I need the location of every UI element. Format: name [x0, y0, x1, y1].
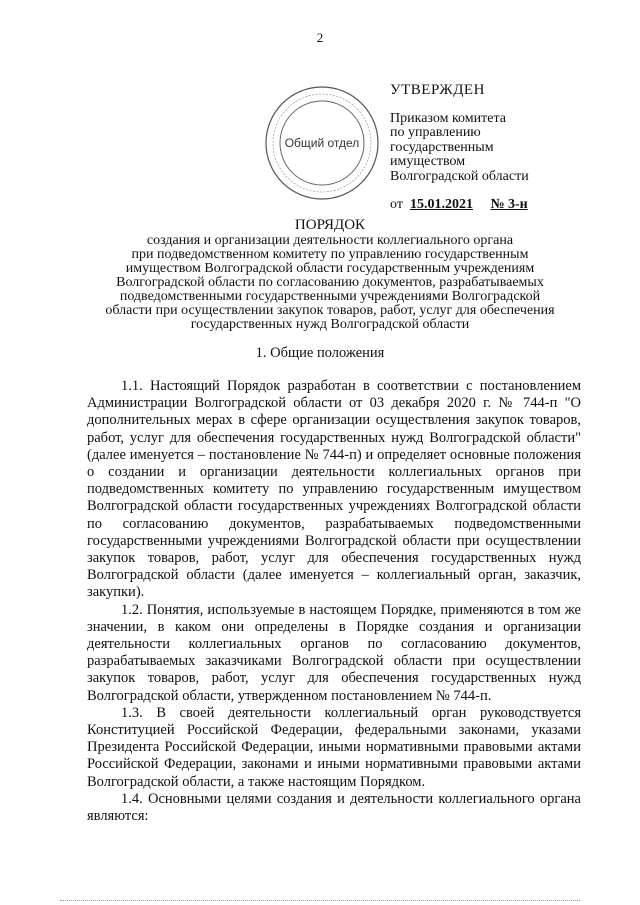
- document-title: [80, 218, 580, 332]
- order-date: 15.01.2021: [409, 197, 473, 212]
- seal-text: Общий отдел: [284, 136, 360, 150]
- paragraph-1-3: 1.3. В своей деятельности коллегиальный орган руководствуется Конституцией Российской Федерации, федеральными законами, указами Президента Российской Федерации, иными нормативными правовыми актами Российской Федерации, законами и иными нормативными правовыми актами Волгоградской области, а также настоящим Порядком.: [87, 704, 581, 790]
- footer-divider: [60, 900, 580, 901]
- title-line: имуществом Волгоградской области государственным учреждениям: [125, 261, 535, 276]
- order-line: Приказом комитета: [390, 110, 506, 126]
- title-main: ПОРЯДОК: [294, 217, 366, 233]
- paragraph-1-4: 1.4. Основными целями создания и деятельности коллегиального органа являются:: [87, 790, 581, 825]
- approval-block: [390, 83, 529, 213]
- title-line: при подведомственном комитету по управлению государственным: [131, 247, 529, 262]
- date-prefix: от: [390, 197, 403, 212]
- paragraph-1-1: 1.1. Настоящий Порядок разработан в соответствии с постановлением Администрации Волгоградской области от 03 декабря 2020 г. № 744-п "О дополнительных мерах в сфере организации осуществления закупок товаров, работ, услуг для обеспечения государственных нужд Волгоградской области" (далее именуется – постановление № 744-п) и определяет основные положения о создании и организации деятельности коллегиальных органов при подведомственных комитету по управлению государственным имуществом Волгоградской области государственных учреждениях Волгоградской области по согласованию документов, разрабатываемых подведомственными государственными учреждениями Волгоградской области при осуществлении закупок товаров, работ, услуг для обеспечения государственных нужд Волгоградской области (далее именуется – коллегиальный орган, заказчик, закупки).: [87, 378, 581, 601]
- title-line: подведомственными государственными учреждениями Волгоградской: [119, 289, 541, 304]
- paragraph-1-2: 1.2. Понятия, используемые в настоящем Порядке, применяются в том же значении, в каком они определены в Порядке создания и организации деятельности коллегиальных органов по согласованию документов, разрабатываемых заказчиками Волгоградской области при осуществлении закупок товаров, работ, услуг для обеспечения государственных нужд Волгоградской области, утвержденном постановлением № 744-п.: [87, 601, 581, 704]
- order-line: Волгоградской области: [390, 168, 529, 184]
- title-line: области при осуществлении закупок товаров, работ, услуг для обеспечения: [105, 303, 555, 318]
- approved-label: УТВЕРЖДЕН: [390, 82, 485, 98]
- order-line: имуществом: [390, 154, 466, 169]
- order-line: по управлению: [390, 125, 481, 140]
- seal-stamp-icon: [262, 83, 382, 203]
- title-line: Волгоградской области по согласованию документов, разрабатываемых: [116, 275, 544, 290]
- title-line: создания и организации деятельности коллегиального органа: [146, 233, 514, 248]
- order-number: № 3-н: [490, 197, 528, 212]
- section-heading: 1. Общие положения: [255, 345, 385, 361]
- body-text: [87, 378, 581, 825]
- page-number: 2: [316, 30, 324, 45]
- title-line: государственных нужд Волгоградской области: [190, 317, 470, 332]
- order-date-line: [390, 198, 529, 213]
- order-line: государственным: [390, 139, 494, 155]
